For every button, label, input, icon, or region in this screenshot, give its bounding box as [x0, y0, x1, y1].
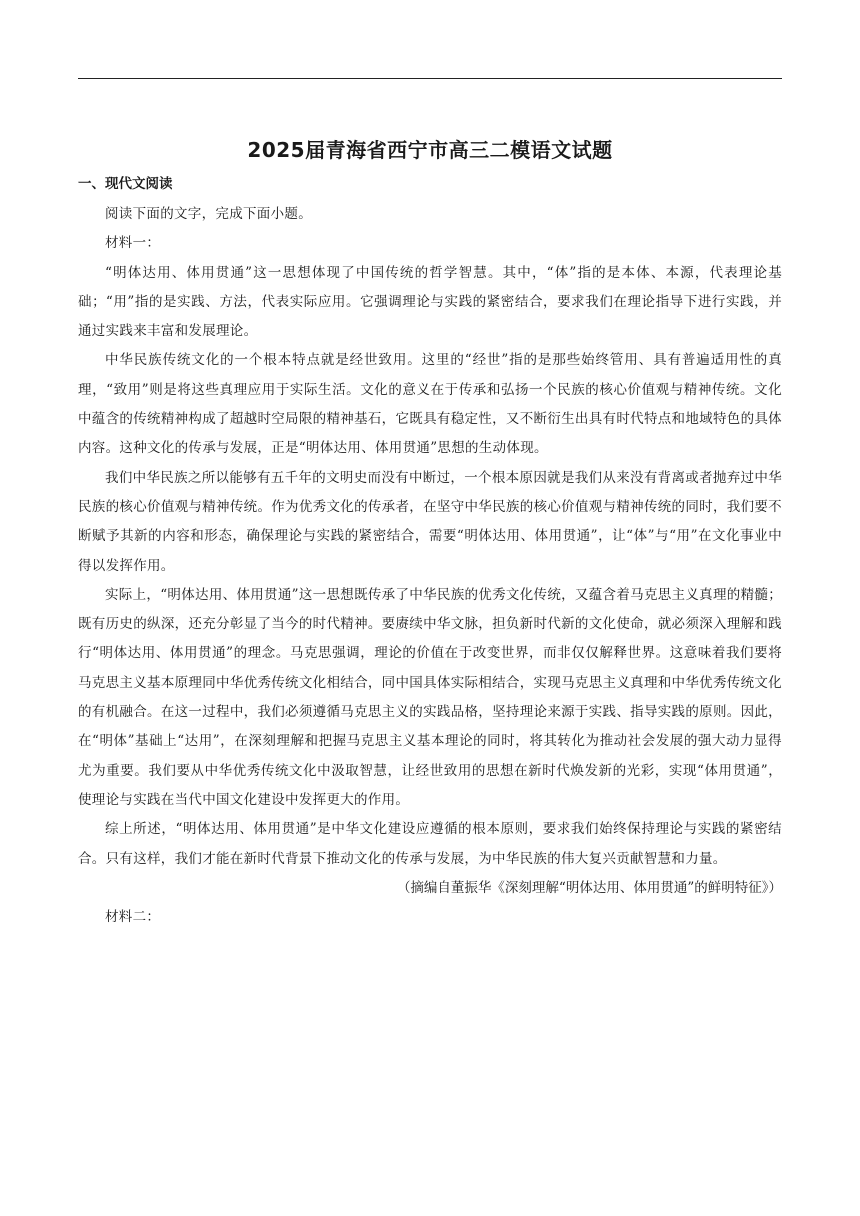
section-heading: 一、现代文阅读 [78, 176, 173, 192]
page-title: 2025届青海省西宁市高三二模语文试题 [247, 138, 613, 162]
instruction-text: 阅读下面的文字，完成下面小题。 [105, 206, 312, 222]
paragraph: “明体达用、体用贯通”这一思想体现了中国传统的哲学智慧。其中，“体”指的是本体、本源，代表理论基础；“用”指的是实践、方法，代表实际应用。它强调理论与实践的紧密结合，要求我们在理论指导下进行实践，并通过实践来丰富和发展理论。 [78, 264, 782, 340]
paragraph: 综上所述，“明体达用、体用贯通”是中华文化建设应遵循的根本原则，要求我们始终保持理论与实践的紧密结合。只有这样，我们才能在新时代背景下推动文化的传承与发展，为中华民族的伟大复兴贡献智慧和力量。 [78, 821, 782, 867]
paragraph: 中华民族传统文化的一个根本特点就是经世致用。这里的“经世”指的是那些始终管用、具有普遍适用性的真理，“致用”则是将这些真理应用于实际生活。文化的意义在于传承和弘扬一个民族的核心价值观与精神传统。文化中蕴含的传统精神构成了超越时空局限的精神基石，它既具有稳定性，又不断衍生出具有时代特点和地域特色的具体内容。这种文化的传承与发展，正是“明体达用、体用贯通”思想的生动体现。 [78, 352, 782, 457]
paragraph: 我们中华民族之所以能够有五千年的文明史而没有中断过，一个根本原因就是我们从来没有背离或者抛弃过中华民族的核心价值观与精神传统。作为优秀文化的传承者，在坚守中华民族的核心价值观与精神传统的同时，我们要不断赋予其新的内容和形态，确保理论与实践的紧密结合，需要“明体达用、体用贯通”，让“体”与“用”在文化事业中得以发挥作用。 [78, 469, 782, 574]
material-two-label: 材料二： [105, 909, 161, 926]
header-rule [78, 78, 782, 79]
source-citation: （摘编自董振华《深刻理解“明体达用、体用贯通”的鲜明特征》） [396, 879, 782, 896]
paragraph: 实际上，“明体达用、体用贯通”这一思想既传承了中华民族的优秀文化传统，又蕴含着马克思主义真理的精髓；既有历史的纵深，还充分彰显了当今的时代精神。要赓续中华文脉，担负新时代新的文化使命，就必须深入理解和践行“明体达用、体用贯通”的理念。马克思强调，理论的价值在于改变世界，而非仅仅解释世界。这意味着我们要将马克思主义基本原理同中华优秀传统文化相结合，同中国具体实际相结合，实现马克思主义真理和中华优秀传统文化的有机融合。在这一过程中，我们必须遵循马克思主义的实践品格，坚持理论来源于实践、指导实践的原则。因此，在“明体”基础上“达用”，在深刻理解和把握马克思主义基本理论的同时，将其转化为推动社会发展的强大动力显得尤为重要。我们要从中华优秀传统文化中汲取智慧，让经世致用的思想在新时代焕发新的光彩，实现“体用贯通”，使理论与实践在当代中国文化建设中发挥更大的作用。 [78, 586, 782, 808]
material-one-label: 材料一： [105, 235, 161, 252]
document-body [78, 200, 782, 932]
